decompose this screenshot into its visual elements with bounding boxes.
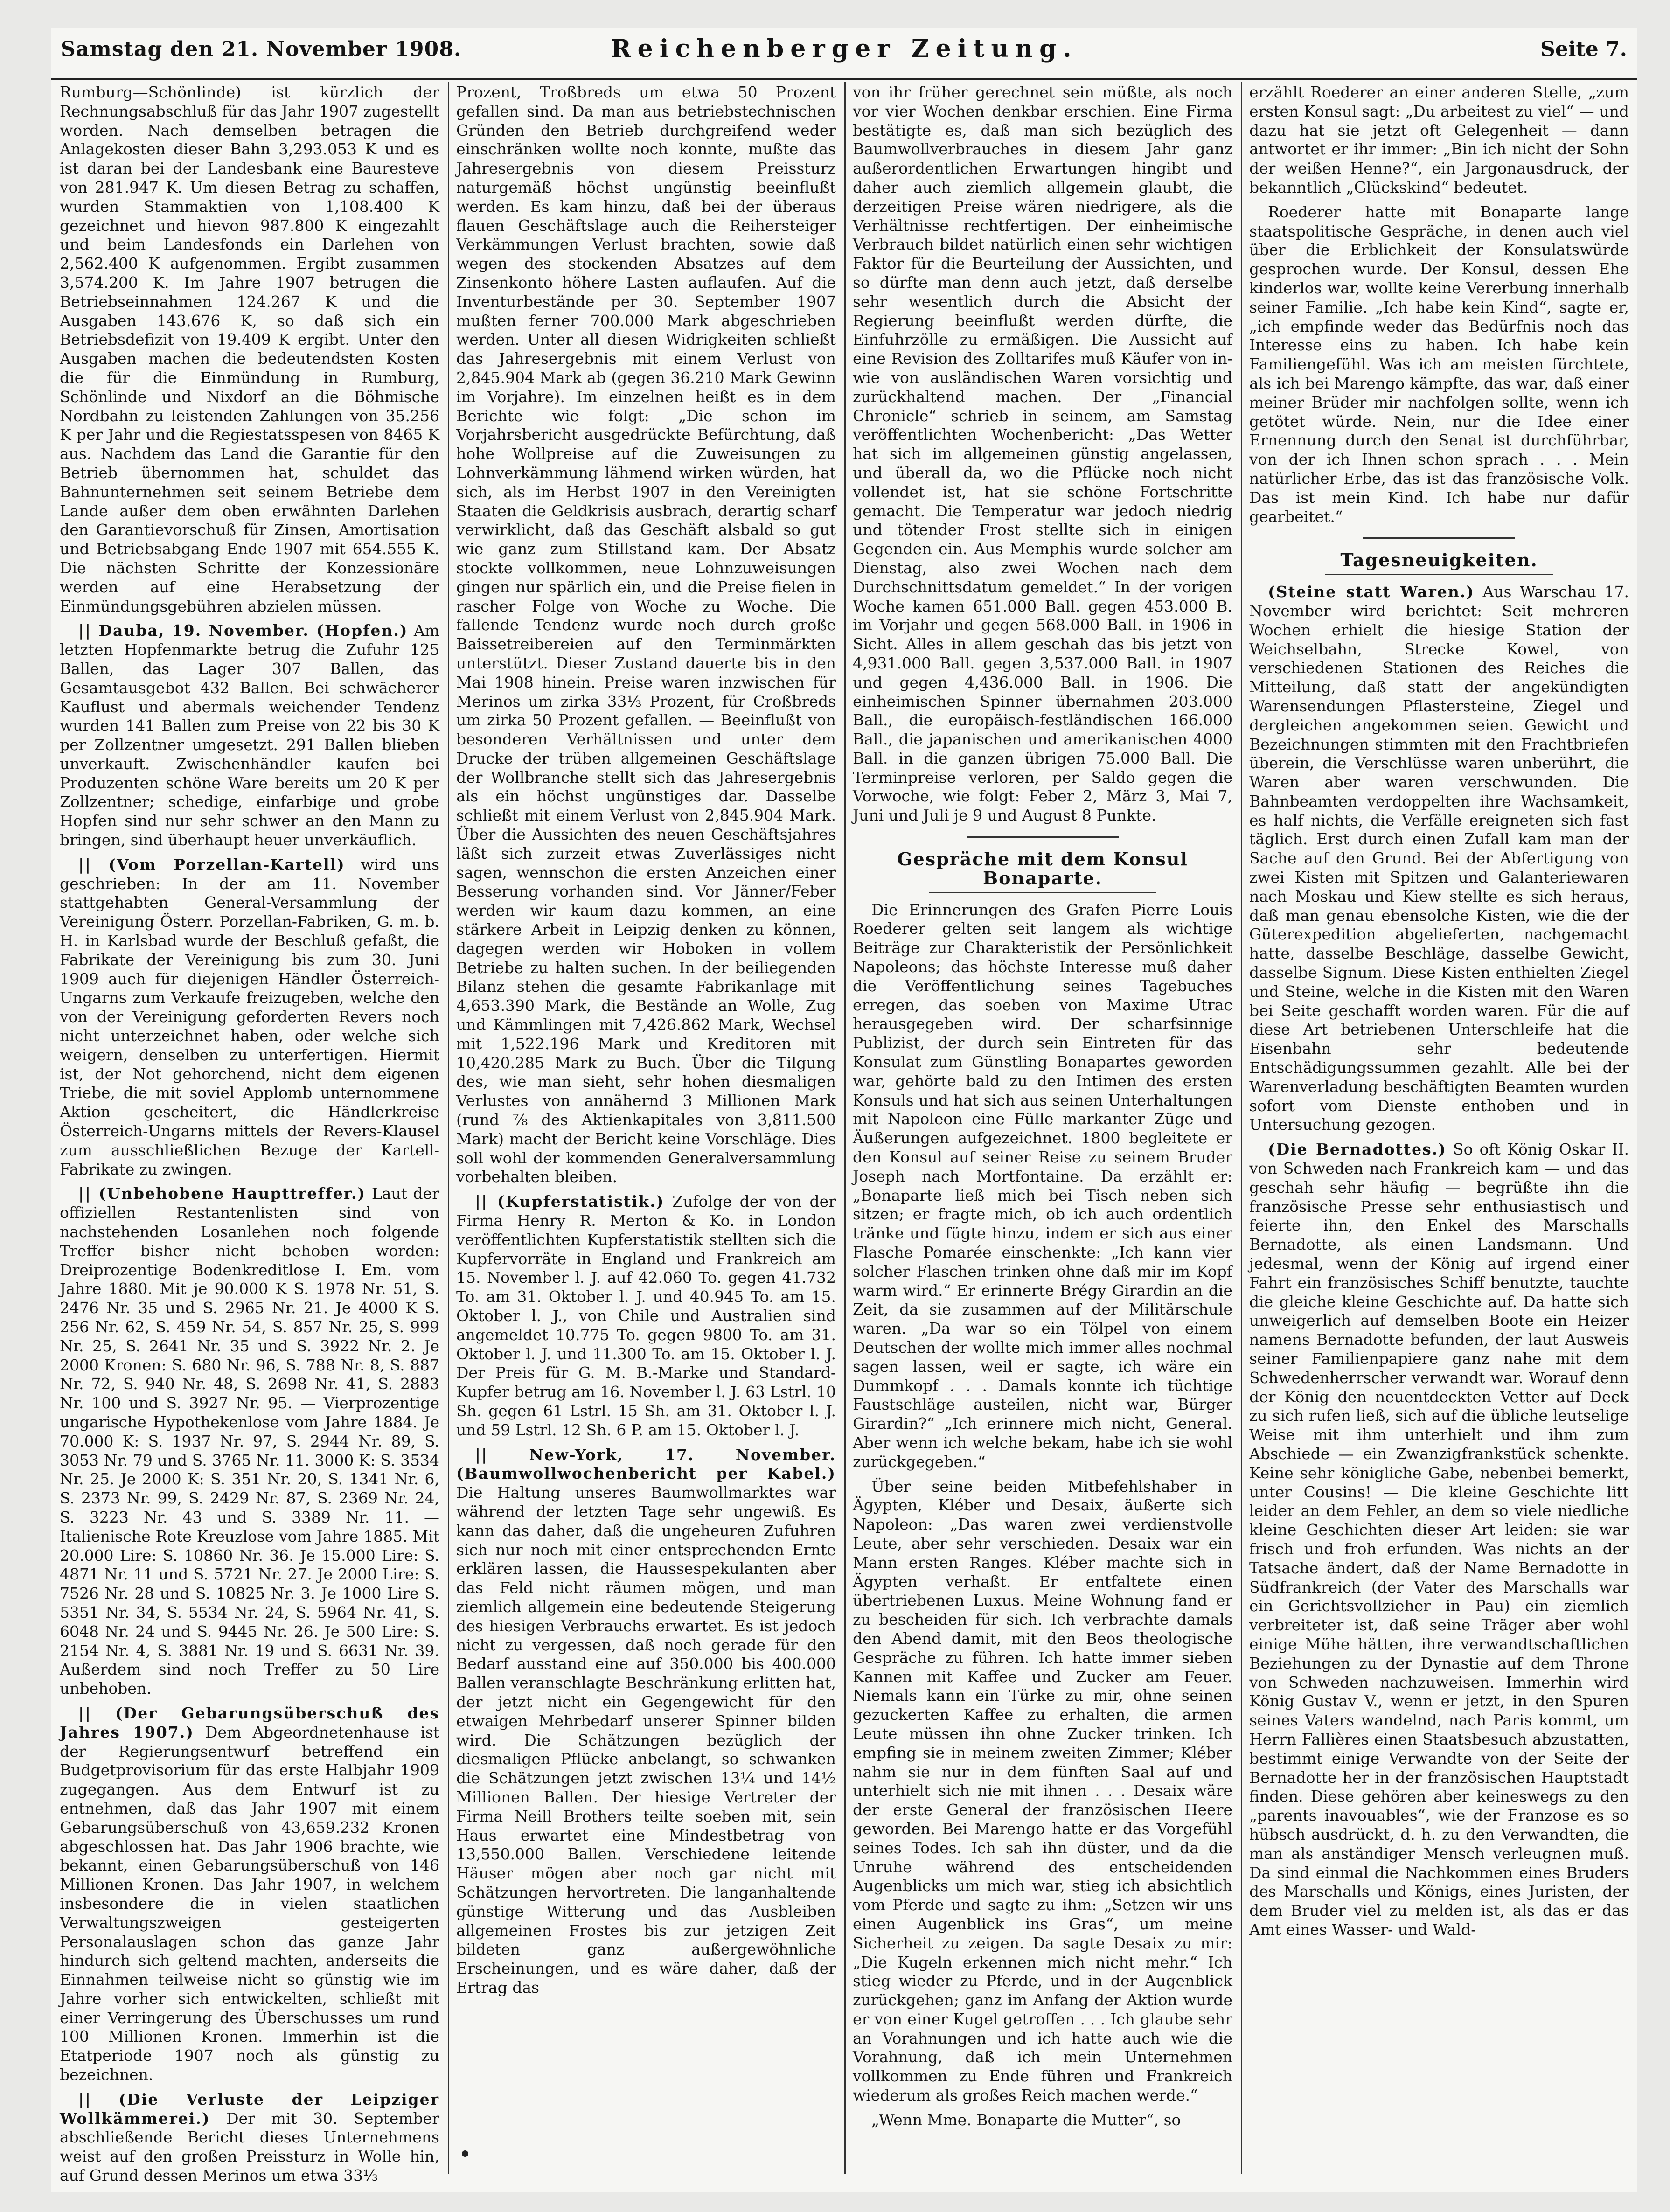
column-4: [1241, 83, 1637, 2174]
feuilleton-title: Gespräche mit dem Konsul Bonaparte.: [853, 850, 1232, 893]
article-body: Aus Warschau 17. November wird berichtet: Seit mehreren Wochen erhielt die hiesige Station der Weichselbahn, Strecke Kowel, von verschiedenen Stationen des Reiches die Mitteilung, daß statt der angekündigten Warensendungen Pflastersteine, Ziegel und dergleichen angekommen seien. Gewicht und Bezeichnungen stimmten mit den Frachtbriefen überein, die Verschlüsse waren unberührt, die Waren aber waren verschwunden. Die Bahnbeamten verdoppelten ihre Wachsamkeit, es half nichts, die Verfälle ereigneten sich fast täglich. Erst durch einen Zufall kam man der Sache auf den Grund. Bei der Abfertigung von zwei Kisten mit Spitzen und Galanteriewaren nach Moskau und Kiew stellte es sich heraus, daß man genau ebensolche Kisten, wie die der Güterexpedition abgelieferten, nachgemacht hatte, dasselbe Beschläge, dasselbe Gewicht, dasselbe Signum. Diese Kisten enthielten Ziegel und Steine, welche in die Kisten mit den Waren bei Seite geschafft worden waren. Für die auf diese Art betriebenen Unterschleife hat die Eisenbahn sehr bedeutende Entschädigungssummen gezahlt. Alle bei der Warenverladung beschäftigten Beamten wurden sofort vom Dienste enthoben und in Untersuchung gezogen.: [1249, 583, 1629, 1134]
feuilleton-paragraph: „Wenn Mme. Bonaparte die Mutter“, so: [871, 2110, 1181, 2129]
article-gebarung: [60, 1704, 439, 2085]
page-number: Seite 7.: [1540, 37, 1627, 61]
feuilleton-paragraph: Roederer hatte mit Bonaparte lange staatspolitische Gespräche, in denen auch viel über die Erblichkeit der Konsulatswürde gesprochen wurde. Der Konsul, dessen Ehe kinderlos war, wollte keine Vererbung innerhalb seiner Familie. „Ich habe kein Kind“, sagte er, „ich empfinde weder das Bedürfnis noch das Interesse eins zu haben. Ich habe kein Familiengefühl. Was ich am meisten fürchtete, als ich bei Marengo kämpfte, das war, daß einer meiner Brüder mir nachfolgen sollte, wenn ich getötet würde. Nein, nur die Idee einer Ernennung durch den Senat ist durchführbar, von der ich Ihnen schon sprach . . . Mein natürlicher Erbe, das ist das französische Volk. Das ist mein Kind. Ich habe nur dafür gearbeitet.“: [1249, 202, 1629, 526]
article-body: Der mit 30. September abschließende Bericht dieses Unternehmens weist auf den großen Preissturz in Wolle hin, auf Grund dessen Merinos um etwa 33⅓: [60, 2109, 439, 2185]
article-body: Zufolge der von der Firma Henry R. Merton & Ko. in London veröffentlichten Kupferstatistik stellten sich die Kupfervorräte in England und Frankreich am 15. November l. J. auf 42.060 To. gegen 41.732 To. am 31. Oktober l. J. und 40.945 To. am 15. Oktober l. J., von Chile und Australien sind angemeldet 10.775 To. gegen 9800 To. am 31. Oktober l. J. und 11.300 To. am 15. Oktober l. J. Der Preis für G. M. B.-Marke und Standard-Kupfer betrug am 16. November l. J. 63 Lstrl. 10 Sh. gegen 61 Lstrl. 15 Sh. am 31. Oktober l. J. und 59 Lstrl. 12 Sh. 6 P. am 15. Oktober l. J.: [456, 1192, 836, 1439]
article-leipzig-cont: Prozent, Troßbreds um etwa 50 Prozent gefallen sind. Da man aus betriebstechnischen Gründen den Betrieb durchgreifend weder einschränken wollte noch konnte, mußte das Jahresergebnis von diesem Preissturz naturgemäß höchst ungünstig beeinflußt werden. Es kam hinzu, daß bei der überaus flauen Geschäftslage auch die Reihersteiger Verkämmungen Verlust brachten, sowie daß wegen des stockenden Absatzes auf dem Zinsenkonto höhere Lasten auflaufen. Auf die Inventurbestände per 30. September 1907 mußten ferner 700.000 Mark abgeschrieben werden. Unter all diesen Widrigkeiten schließt das Jahresergebnis mit einem Verlust von 2,845.904 Mark ab (gegen 36.210 Mark Gewinn im Vorjahre). Im einzelnen heißt es in dem Berichte wie folgt: „Die schon im Vorjahrsbericht ausgedrückte Befürchtung, daß hohe Wollpreise auf die Zuweisungen zu Lohnverkämmung lähmend wirken würden, hat sich, als im Herbst 1907 in den Vereinigten Staaten die Geldkrisis ausbrach, derartig scharf verwirklicht, daß das Geschäft alsbald so gut wie ganz zum Stillstand kam. Der Absatz stockte vollkommen, neue Lohnzuweisungen gingen nur spärlich ein, und die Preise fielen in rascher Folge von Woche zu Woche. Die fallende Tendenz wurde noch durch große Baissetreibereien auf den Terminmärkten unterstützt. Dieser Zustand dauerte bis in den Mai 1908 hinein. Preise waren inzwischen für Merinos um zirka 33⅓ Prozent, für Croßbreds um zirka 50 Prozent gefallen. — Beeinflußt von besonderen Verhältnissen und unter dem Drucke der trüben allgemeinen Geschäftslage der Wollbranche stellt sich das Jahresergebnis als ein höchst ungünstiges dar. Dasselbe schließt mit einem Verlust von 2,845.904 Mark. Über die Aussichten des neuen Geschäftsjahres läßt sich zurzeit etwas Zuverlässiges nicht sagen, wennschon die ersten Anzeichen einer Besserung vorhanden sind. Vor Jänner/Feber werden wir kaum dazu kommen, an eine stärkere Arbeit in Leipzig denken zu können, dagegen werden wir Hoboken in vollem Betriebe zu halten suchen. In der beiliegenden Bilanz stehen die gesamte Fabrikanlage mit 4,653.390 Mark, die Bestände an Wolle, Zug und Kämmlingen mit 7,426.862 Mark, Wechsel mit 1,522.196 Mark und Kreditoren mit 10,420.285 Mark zu Buch. Über die Tilgung des, wie man sieht, sehr hohen diesmaligen Verlustes von annähernd 3 Millionen Mark (rund ⅞ des Aktienkapitales von 3,811.500 Mark) macht der Bericht keine Vorschläge. Dies soll wohl der kommenden Generalversammlung vorbehalten bleiben.: [456, 83, 836, 1186]
article-body: wird uns geschrieben: In der am 11. November stattgehabten General-Versammlung der Vereinigung Österr. Porzellan-Fabriken, G. m. b. H. in Karlsbad wurde der Beschluß gefaßt, die Fabrikate der Vereinigung bis zum 30. Juni 1909 auch für diejenigen Händler Österreich-Ungarns zum Verkaufe freizugeben, welche den von der Vereinigung geforderten Revers noch nicht unterzeichnet haben, oder welche sich weigern, denselben zu unterfertigen. Hiermit ist, der Not gehorchend, nicht dem eigenen Triebe, die mit soviel Applomb unternommene Aktion gescheitert, die Händlerkreise Österreich-Ungarns mittels der Revers-Klausel zum ausschließlichen Bezuge der Kartell-Fabrikate zu zwingen.: [60, 855, 440, 1178]
column-2: [448, 83, 844, 2174]
article-newyork: [456, 1446, 836, 1997]
article-heading: (Steine statt Waren.): [1268, 583, 1475, 601]
page-header: [51, 28, 1637, 80]
article-body: Am letzten Hopfenmarkte betrug die Zufuhr 125 Ballen, das Lager 307 Ballen, das Gesamtausgebot 432 Ballen. Bei schwächerer Kauflust und abermals weichender Tendenz wurden 141 Ballen zum Preise von 22 bis 30 K per Zollzentner umgesetzt. 291 Ballen blieben unverkauft. Zwischenhändler kaufen bei Produzenten schöne Ware bereits um 20 K per Zollzentner; schedige, einfarbige und grobe Hopfen sind nur sehr schwer an den Mann zu bringen, sind überhaupt heuer unverkäuflich.: [60, 621, 439, 849]
article-body: Die Haltung unseres Baumwollmarktes war während der letzten Tage sehr ungewiß. Es kann das daher, daß die ungeheuren Zufuhren sich nur noch mit einer entsprechenden Ernte erklären lassen, die Haussespekulanten aber das Feld nicht räumen mögen, und man ziemlich allgemein eine bedeutende Steigerung des hiesigen Verbrauchs erwartet. Es ist jedoch nicht zu vergessen, daß noch gerade für den Bedarf ausstand eine auf 350.000 bis 400.000 Ballen veranschlagte Beschränkung erlitten hat, der jetzt nicht ein Gegengewicht für den etwaigen Mehrbedarf unserer Spinner bilden wird. Die Schätzungen bezüglich der diesmaligen Pflücke anbelangt, so schwanken die Schätzungen jetzt zwischen 13¼ und 14½ Millionen Ballen. Der hiesige Vertreter der Firma Neill Brothers teilte soeben mit, sein Haus erwartet eine Mindestbetrag von 13,550.000 Ballen. Verschiedene leitende Häuser mögen aber noch gar nicht mit Schätzungen hervortreten. Die langanhaltende günstige Witterung und das Ausbleiben allgemeinen Frostes bis zur jetzigen Zeit bildeten ganz außergewöhnliche Erscheinungen, und es wäre daher, daß der Ertrag das: [456, 1483, 836, 1996]
column-1: [51, 83, 448, 2185]
article-body: Dem Abgeordnetenhause ist der Regierungsentwurf betreffend ein Budgetprovisorium für das erste Halbjahr 1909 zugegangen. Aus dem Entwurf ist zu entnehmen, daß das Jahr 1907 mit einem Gebarungsüberschuß von 43,659.232 Kronen abgeschlossen hat. Das Jahr 1906 brachte, wie bekannt, einen Gebarungsüberschuß von 146 Millionen Kronen. Das Jahr 1907, in welchem insbesondere die in vielen staatlichen Verwaltungszweigen gesteigerten Personalauslagen schon das ganze Jahr hindurch sich geltend machten, anderseits die Einnahmen teilweise nicht so günstig wie im Jahre vorher sich entwickelten, schließt mit einer Verringerung des Überschusses um rund 100 Millionen Kronen. Immerhin ist die Etatperiode 1907 noch als günstig zu bezeichnen.: [60, 1723, 439, 2084]
feuilleton-paragraph: Die Erinnerungen des Grafen Pierre Louis Roederer gelten seit langem als wichtige Beiträge zur Charakteristik der Persönlichkeit Napoleons; das höchste Interesse muß daher die Veröffentlichung seines Tagebuches erregen, das soeben von Maxime Utrac herausgegeben wird. Der scharfsinnige Publizist, der durch sein Eintreten für das Konsulat zum Günstling Bonapartes geworden war, gehörte bald zu den Intimen des ersten Konsuls und hat sich aus seinen Unterhaltungen mit Napoleon eine Fülle markanter Züge und Äußerungen aufgezeichnet. 1800 begleitete er den Konsul auf seiner Reise zu seinem Bruder Joseph nach Mortfontaine. Da erzählt er: „Bonaparte ließ mich bei Tisch neben sich sitzen; er fragte mich, ob ich auch ordentlich tränke und fügte hinzu, indem er sich aus einer Flasche Pomarée einschenkte: „Ich kann vier solcher Flaschen trinken ohne daß mir im Kopf warm wird.“ Er erinnerte Brégy Girardin an die Zeit, da sie zusammen auf der Militärschule waren. „Da war so ein Tölpel von einem Deutschen der wollte mich immer alles nochmal sagen lassen, weil er sagte, ich wäre ein Dummkopf . . . Damals konnte ich tüchtige Faustschläge austeilen, nicht war, Bürger Girardin?“ „Ich erinnere mich nicht, General. Aber wenn ich welche bekam, habe ich sie wohl zurückgegeben.“: [853, 900, 1232, 1471]
article-treffer: [60, 1184, 439, 1698]
feuilleton-paragraph: Über seine beiden Mitbefehlshaber in Ägypten, Kléber und Desaix, äußerte sich Napoleon: „Das waren zwei verdienstvolle Leute, aber sehr verschieden. Desaix war ein Mann ersten Ranges. Kléber machte sich in Ägypten verhaßt. Er entfaltete einen übertriebenen Luxus. Meine Wohnung fand er zu bescheiden für sich. Ich verbrachte damals den Abend damit, mit den Beos theologische Gespräche zu führen. Ich hatte immer sieben Kannen mit Kaffee und Zucker am Feuer. Niemals kann ein Türke zu mir, ohne seinen gezuckerten Kaffee zu erhalten, die armen Leute müssen ihn ohne Zucker trinken. Ich empfing sie in meinem zweiten Zimmer; Kléber nahm sie nur in dem fünften Saal auf und unterhielt sich nie mit ihnen . . . Desaix wäre der erste General der französischen Heere geworden. Bei Marengo hatte er das Vorgefühl seines Todes. Ich sah ihn düster, und da die Unruhe während des entscheidenden Augenblicks um mich war, stieg ich absichtlich vom Pferde und sagte zu ihm: „Setzen wir uns einen Augenblick ins Gras“, um meine Sicherheit zu zeigen. Da sagte Desaix zu mir: „Die Kugeln erkennen mich nicht mehr.“ Ich stieg wieder zu Pferde, und in der Augenblick zurückgehen; ganz im Anfang der Aktion wurde er von einer Kugel getroffen . . . Ich glaube sehr an Vorahnungen und ich hatte auch wie die Vorahnung, daß ich mein Unternehmen vollkommen zu Ende führen und Frankreich wiederum als großes Reich machen werde.“: [853, 1477, 1232, 2105]
section-title: Tagesneuigkeiten.: [1249, 551, 1629, 575]
article-heading: || (Kupferstatistik.): [475, 1192, 665, 1211]
article-body: Laut der offiziellen Restantenlisten sind von nachstehenden Losanlehen noch folgende Treffer bisher nicht behoben worden: Dreiprozentige Bodenkreditlose I. Em. vom Jahre 1880. Mit je 90.000 K S. 1978 Nr. 51, S. 2476 Nr. 35 und S. 2965 Nr. 21. Je 4000 K S. 256 Nr. 62, S. 459 Nr. 54, S. 857 Nr. 25, S. 999 Nr. 25, S. 2641 Nr. 35 und S. 3922 Nr. 2. Je 2000 Kronen: S. 680 Nr. 96, S. 788 Nr. 8, S. 887 Nr. 72, S. 940 Nr. 48, S. 2698 Nr. 41, S. 2883 Nr. 100 und S. 3927 Nr. 95. — Vierprozentige ungarische Hypothekenlose vom Jahre 1884. Je 70.000 K: S. 1937 Nr. 97, S. 2944 Nr. 89, S. 3053 Nr. 79 und S. 3765 Nr. 11. 3000 K: S. 3534 Nr. 25. Je 2000 K: S. 351 Nr. 20, S. 1341 Nr. 6, S. 2373 Nr. 99, S. 2429 Nr. 87, S. 2369 Nr. 24, S. 3223 Nr. 43 und S. 3389 Nr. 11. — Italienische Rote Kreuzlose vom Jahre 1885. Mit 20.000 Lire: S. 10860 Nr. 36. Je 15.000 Lire: S. 4871 Nr. 11 und S. 5721 Nr. 27. Je 2000 Lire: S. 7526 Nr. 28 und S. 10825 Nr. 3. Je 1000 Lire S. 5351 Nr. 34, S. 5534 Nr. 24, S. 5964 Nr. 41, S. 6048 Nr. 24 und S. 9445 Nr. 26. Je 500 Lire: S. 2154 Nr. 4, S. 3881 Nr. 19 und S. 6631 Nr. 39. Außerdem sind noch Treffer zu 50 Lire unbehoben.: [60, 1184, 439, 1698]
article-dauba: [60, 621, 439, 850]
section-divider: [1363, 537, 1515, 539]
section-divider: [967, 836, 1119, 838]
article-kupfer: [456, 1192, 836, 1440]
article-cotton-cont: von ihr früher gerechnet sein müßte, als noch vor vier Wochen denkbar erschien. Eine Firma bestätigte es, daß man sich bezüglich des Baumwollverbrauches in diesem Jahr ganz außerordentlichen Erwartungen hingibt und daher auch ziemlich allgemein glaubt, die derzeitigen Preise wären niedrigere, als die Verhältnisse rechtfertigen. Der einheimische Verbrauch bildet natürlich einen sehr wichtigen Faktor für die Beurteilung der Aussichten, und so dürfte man denn auch jetzt, daß derselbe sehr wesentlich durch die Absicht der Regierung beeinflußt werden dürfte, die Einfuhrzölle zu ermäßigen. Die Aussicht auf eine Revision des Zolltarifes muß Käufer von in- wie von ausländischen Waren vorsichtig und zurückhaltend machen. Der „Financial Chronicle“ schrieb in seinem, am Samstag veröffentlichten Wochenbericht: „Das Wetter hat sich im allgemeinen günstig angelassen, und überall da, wo die Pflücke noch nicht vollendet ist, hat sie schöne Fortschritte gemacht. Die Temperatur war jedoch niedrig und tötender Frost stellte sich in einigen Gegenden ein. Aus Memphis wurde solcher am Dienstag, also zwei Wochen nach dem Durchschnittsdatum gemeldet.“ In der vorigen Woche kamen 651.000 Ball. gegen 453.000 B. im Vorjahr und gegen 568.000 Ball. in 1906 in Sicht. Alles in allem geschah das bis jetzt von 4,931.000 Ball. gegen 3,537.000 Ball. in 1907 und gegen 4,436.000 Ball. in 1906. Die einheimischen Spinner übernahmen 203.000 Ball., die europäisch-festländischen 166.000 Ball., die japanischen und amerikanischen 4000 Ball. in die ganzen übrigen 75.000 Ball. Die Terminpreise verloren, per Saldo gegen die Vorwoche, wie folgt: Feber 2, März 3, Mai 7, Juni und Juli je 9 und August 8 Punkte.: [853, 83, 1232, 825]
column-3: [844, 83, 1241, 2174]
header-date: Samstag den 21. November 1908.: [61, 37, 462, 61]
article-rumburg: Rumburg—Schönlinde) ist kürzlich der Rechnungsabschluß für das Jahr 1907 zugestellt worden. Nach demselben betragen die Anlagekosten dieser Bahn 3,293.053 K und es ist daran bei der Landesbank eine Bauresteve von 281.947 K. Um diesen Betrag zu schaffen, wurden Stammaktien von 1,108.400 K gezeichnet und hievon 987.800 K eingezahlt und beim Landesfonds ein Darlehen von 2,562.400 K aufgenommen. Ergibt zusammen 3,574.200 K. Im Jahre 1907 betrugen die Betriebseinnahmen 124.267 K und die Ausgaben 143.676 K, so daß sich ein Betriebsdefizit von 19.409 K ergibt. Unter den Ausgaben machen die bedeutendsten Kosten die für die Einmündung in Rumburg, Schönlinde und Nixdorf an die Böhmische Nordbahn zu leistenden Zahlungen von 35.256 K per Jahr und die Regiestatsspesen von 8465 K aus. Nachdem das Land die Garantie für den Betrieb übernommen hat, schuldet das Bahnunternehmen seit seinem Betriebe dem Lande außer dem oben erwähnten Darlehen den Garantievorschuß für Zinsen, Amortisation und Betriebsabgang Ende 1907 mit 654.555 K. Die nächsten Schritte der Konzessionäre werden auf eine Herabsetzung der Einmündungsgebühren abzielen müssen.: [60, 83, 439, 615]
article-bernadotte: [1249, 1140, 1629, 1939]
article-heading: (Die Bernadottes.): [1268, 1140, 1447, 1159]
article-heading: || Dauba, 19. November. (Hopfen.): [78, 621, 408, 640]
article-heading: || (Unbehobene Haupttreffer.): [78, 1184, 366, 1203]
article-porzellan: [60, 856, 439, 1179]
feuilleton-cont: erzählt Roederer an einer anderen Stelle, „zum ersten Konsul sagt: „Du arbeitest zu viel“ — und dazu hat sie jetzt oft Gelegenheit — dann antwortet er ihr immer: „Bin ich nicht der Sohn der weißen Henne?“, ein Jargonausdruck, der bekanntlich „Glückskind“ bedeutet.: [1249, 83, 1629, 196]
article-heading: || (Die Verluste der Leipziger Wollkämmerei.): [60, 2090, 439, 2128]
article-body: So oft König Oskar II. von Schweden nach Frankreich kam — und das geschah sehr häufig — begrüßte ihn die französische Presse sehr enthusiastisch und feierte ihn, den Enkel des Marschalls Bernadotte, als einen Landsmann. Und jedesmal, wenn der König auf irgend einer Fahrt ein französisches Schiff benutzte, tauchte die gleiche kleine Geschichte auf. Da hatte sich unweigerlich auf demselben Boote ein Heizer namens Bernadotte befunden, der laut Ausweis seiner Familienpapiere ganz nahe mit dem Schwedenherrscher verwandt war. Worauf denn der König den neuentdeckten Vetter auf Deck zu sich rufen ließ, sich auf die übliche leutselige Weise mit ihm unterhielt und ihm zum Abschiede — ein Zwanzigfrankstück schenkte. Keine sehr königliche Gabe, nebenbei bemerkt, unter Cousins! — Die kleine Geschichte litt leider an dem Fehler, an dem so viele niedliche kleine Geschichten dieser Art leiden: sie war frisch und froh erfunden. Was nichts an der Tatsache ändert, daß der Name Bernadotte in Südfrankreich (der Vater des Marschalls war ein Gerichtsvollzieher in Pau) ein ziemlich verbreiteter ist, daß seine Träger aber wohl einige Mühe hätten, ihre verwandtschaftlichen Beziehungen zu der Dynastie auf dem Throne von Schweden nachzuweisen. Immerhin wird König Gustav V., wenn er jetzt, in den Spuren seines Vaters wandelnd, nach Paris kommt, um Herrn Fallières einen Staatsbesuch abzustatten, bestimmt einige Verwandte von der Seite der Bernadotte her in der französischen Hauptstadt finden. Diese gehören aber keineswegs zu den „parents inavouables“, wie der Franzose es so hübsch ausdrückt, d. h. zu den Verwandten, die man als anständiger Mensch verleugnen muß. Da sind einmal die Nachkommen eines Bruders des Marschalls und Königs, eines Juristen, der dem Bruder viel zu melden ist, als das er das Amt eines Wasser- und Wald-: [1249, 1140, 1629, 1939]
print-mark: [462, 2150, 468, 2157]
article-heading: || (Vom Porzellan-Kartell): [78, 855, 345, 874]
article-heading: || New-York, 17. November. (Baumwollwochenbericht per Kabel.): [456, 1445, 836, 1483]
newspaper-page: [51, 28, 1637, 2192]
article-leipzig: [60, 2090, 439, 2185]
article-steine: [1249, 583, 1629, 1134]
newspaper-title: Reichenberger Zeitung.: [611, 35, 1078, 63]
article-heading: || (Der Gebarungsüberschuß des Jahres 1907.): [60, 1704, 439, 1741]
